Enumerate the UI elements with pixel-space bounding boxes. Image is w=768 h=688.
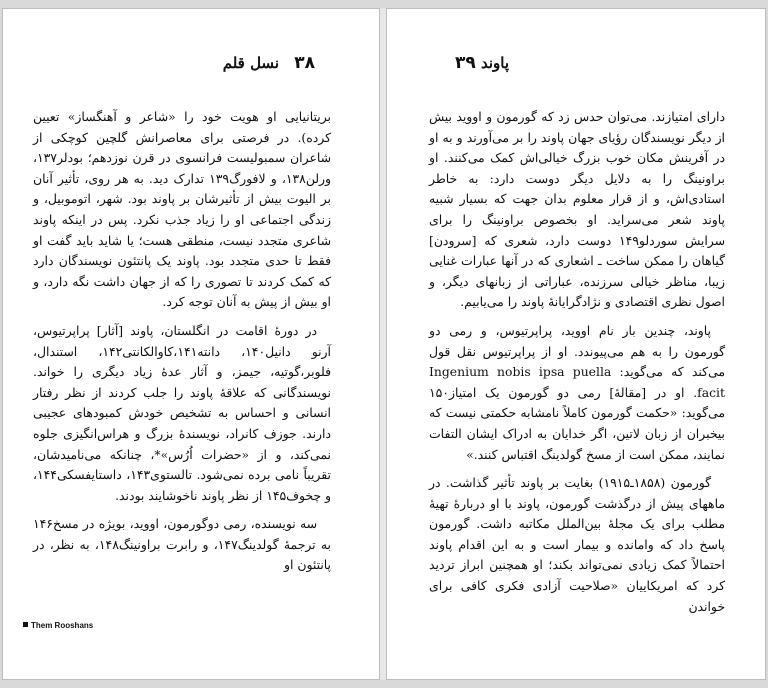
right-page-header: [445, 53, 509, 75]
left-page-running-title: نسل قلم: [222, 54, 279, 72]
left-paragraph-3: سه نویسنده، رمی دوگورمون، اووید، بویژه در مسخ۱۴۶ به ترجمهٔ گولدینگ۱۴۷، و رابرت براونینگ۱۴۸، به نظر، در پانتئون او: [33, 516, 332, 573]
right-paragraph-2: پاوند، چندین بار نام اووید، پراپرتیوس، و رمی دو گورمون را به هم می‌پیوندد. او از پراپرتیوس نقل قول می‌کند که می‌گوید: Ingenium nobis ipsa puella facit. او در [مقالهٔ] رمی دو گورمون یک امتیاز۱۵۰ می‌گوید: «حکمت گورمون کاملاً نامشابه حکمتی نیست که بیخبران از زبان لاتین، اگر خدایان به ادراک ایشان التفات نمایند، ممکن است از مسخ گولدینگ اقتباس کنند.»: [429, 322, 725, 462]
right-page-body: [429, 107, 725, 625]
left-paragraph-2: در دورهٔ اقامت در انگلستان، پاوند [آثار] پراپرتیوس، آرنو دانیل۱۴۰، دانته۱۴۱،کاوالکانتی۱۴۲، استندال، فلوبر،گوتیه، جیمز، و آثار عدهٔ زیاد دیگری را خواند. نویسندگانی که علاقهٔ پاوند را جلب کردند از نظر رفتار انسانی و احساس به تشخیص خودش کمبودهای عجیبی دارند. جوزف کانراد، نویسندهٔ بزرگ و هراس‌انگیزی جلوه نمی‌کند، و از «حضرات اُرُس»*، چنانکه می‌نامیدشان، تقریباً نامی برده نمی‌شود. تالستوی۱۴۳، داستایفسکی۱۴۴، و چخوف۱۴۵ از نظر پاوند ناخوشایند بودند.: [33, 322, 331, 503]
right-paragraph-1: دارای امتیازند. می‌توان حدس زد که گورمون و اووید بیش از دیگر نویسندگان رؤیای جهان پاوند را بر می‌آورند و به او در آفرینش مکان خوب بزرگ خیالی‌اش کمک می‌کنند. او براونینگ را به دلایل دیگر دوست دارد: به خاطر استادی‌اش، و از قرار معلوم بدان جهت که بسیار شبیه پاوند شعر می‌سراید. او بخصوص براونینگ را برای سرایش سوردلو۱۴۹ دوست دارد، شعری که [سرودن] گیاهان را ممکن ساخت ـ اشعاری که در آنها عبارات غنایی زیبا، مناظر خیالی سرزنده، عباراتی از زبانهای دیگر، و اصول نظری اقتصادی و نژادگرایانهٔ پاوند را می‌یابیم.: [429, 109, 725, 310]
right-page: [386, 8, 766, 680]
right-paragraph-3: گورمون (۱۸۵۸ـ۱۹۱۵) بغایت بر پاوند تأثیر گذاشت. در ماههای پیش از درگذشت گورمون، پاوند با او دربارهٔ تهیهٔ مطلب برای یک مجلهٔ بین‌الملل مکاتبه داشت. گورمون پاسخ داد که وامانده و بیمار است و به این اقدام پاوند احتمالاً کمک زیادی نمی‌تواند بکند؛ او همچنین ابراز تردید کرد که امریکاییان «صلاحیت آزادی فکری کافی برای خواندن: [429, 475, 725, 614]
right-page-running-title: پاوند: [481, 54, 510, 72]
left-page: [2, 8, 380, 680]
left-page-header: [223, 53, 315, 75]
left-page-footnote: [23, 621, 93, 630]
footnote-bullet-icon: [23, 622, 28, 627]
footnote-text: Them Rooshans: [31, 621, 94, 630]
left-page-number: ۳۸: [294, 53, 315, 73]
right-page-number: ۳۹: [455, 53, 476, 73]
left-paragraph-1: بریتانیایی او هویت خود را «شاعر و آهنگساز» تعیین کرده). در فرصتی برای معاصرانش گلچین کوچکی از شاعران سمبولیست فرانسوی در قرن نوزدهم؛ بودلر۱۳۷، ورلن۱۳۸، و لافورگ۱۳۹ تدارک دید. به هر روی، تأثیر آنان بر الیوت بیش از تأثیرشان بر پاوند بود. شهر، اتوموبیل، و زندگی اجتماعی او را زیاد جذب نکرد. پس در اینکه پاوند شاعری متجدد نیست، منطقی هست؛ یا شاید باید گفت او فقط تا حدی متجدد بود. پاوند یک پانتئون نویسندگان دارد که کمک کردند تا تصوری را که از جهان داشت نگه دارد، و او بیش از پیش به آنان توجه کرد.: [33, 109, 331, 310]
left-page-body: [33, 107, 331, 584]
